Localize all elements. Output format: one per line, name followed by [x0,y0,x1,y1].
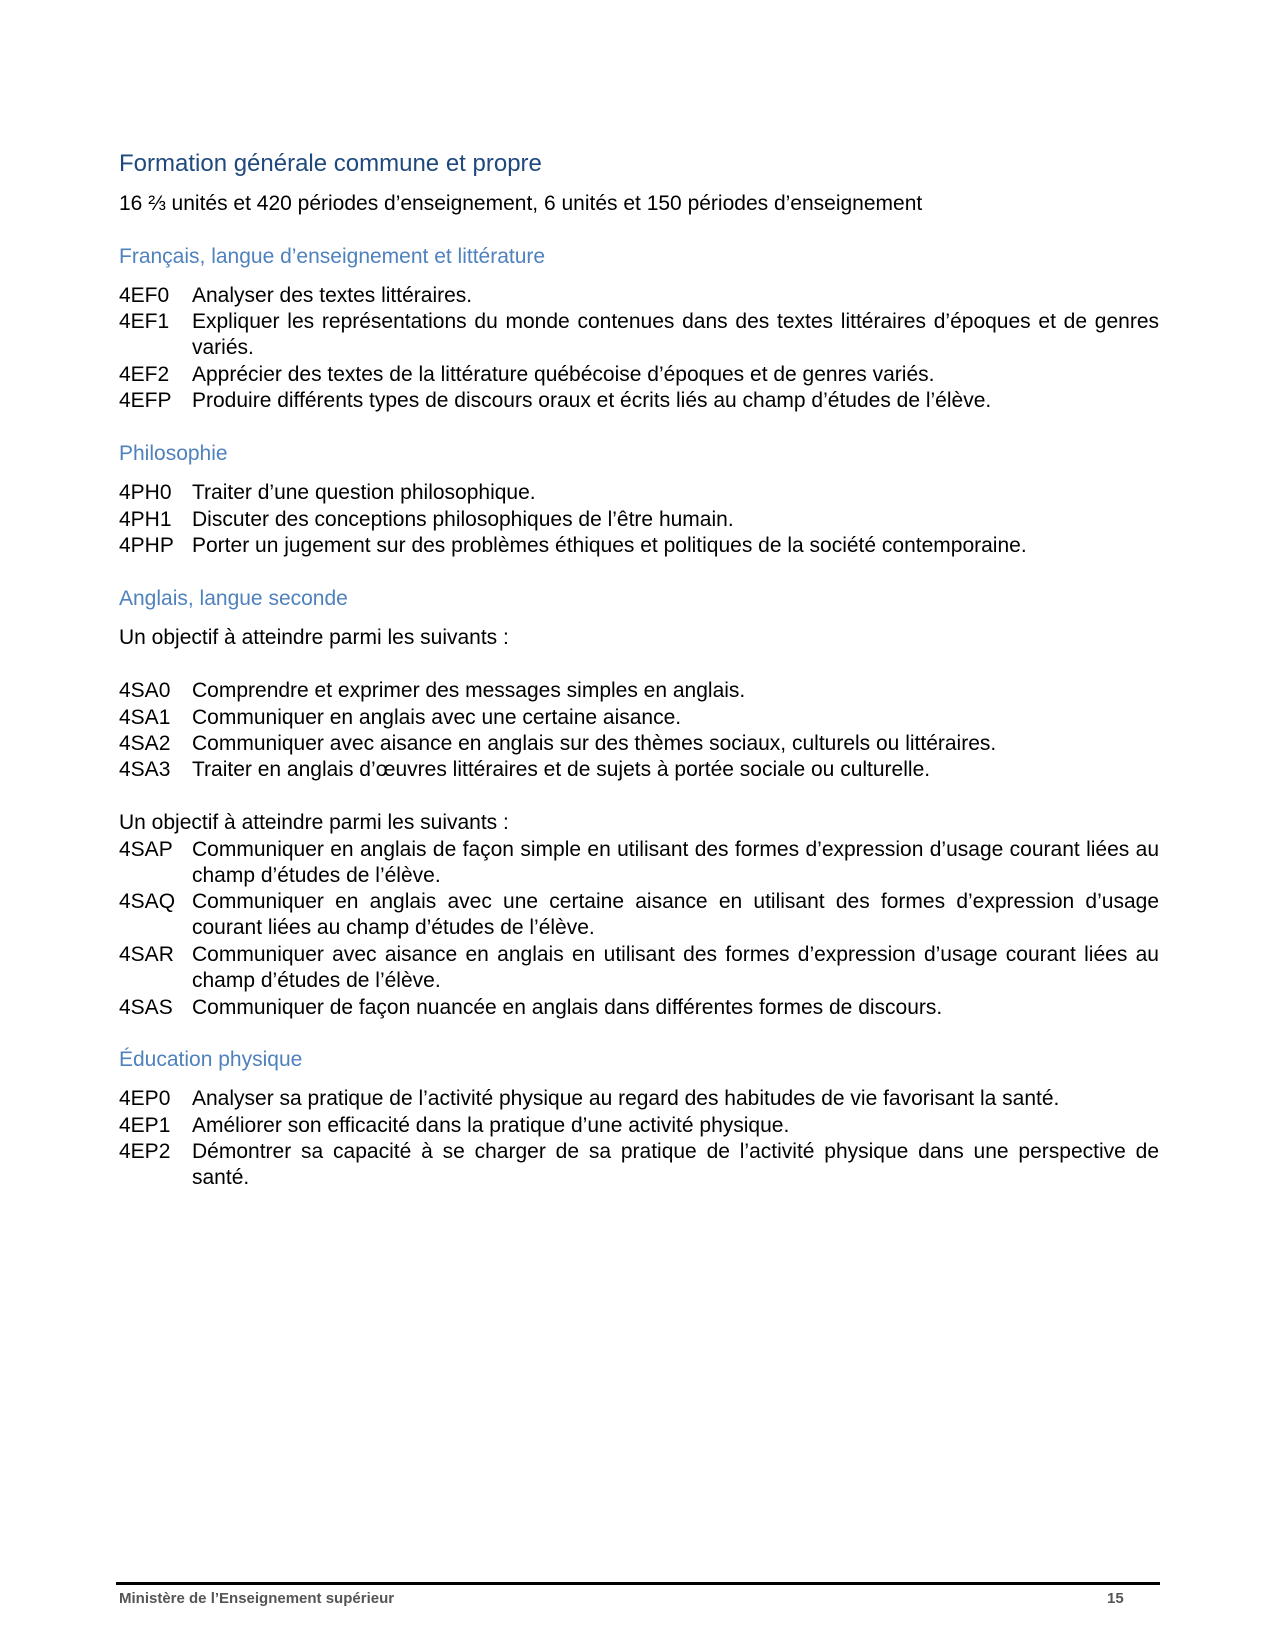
page-title: Formation générale commune et propre [119,150,542,177]
list-item [119,837,1159,890]
section-heading-francais: Français, langue d’enseignement et littérature [119,245,546,268]
item-code: 4EF0 [119,284,170,307]
item-text: Analyser des textes littéraires. [192,284,473,307]
list-item [119,889,1159,942]
item-code: 4SA3 [119,758,171,781]
list-item [119,757,1159,783]
item-text: Discuter des conceptions philosophiques de l’être humain. [192,508,734,531]
item-text: Communiquer de façon nuancée en anglais dans différentes formes de discours. [192,996,943,1019]
item-code: 4SAR [119,943,174,966]
units-summary: 16 ⅔ unités et 420 périodes d’enseignement, 6 unités et 150 périodes d’enseignement [119,192,923,215]
item-text: Analyser sa pratique de l’activité physique au regard des habitudes de vie favorisant la santé. [192,1087,1060,1110]
item-text: Communiquer en anglais de façon simple en utilisant des formes d’expression d’usage courant liées au champ d’études de l’élève. [192,838,1159,888]
list-item [119,942,1159,995]
item-text: Améliorer son efficacité dans la pratique d’une activité physique. [192,1114,790,1137]
item-text: Traiter en anglais d’œuvres littéraires et de sujets à portée sociale ou culturelle. [192,758,931,781]
list-item [119,1139,1159,1192]
list-item [119,480,1159,506]
item-code: 4SA1 [119,706,171,729]
item-text: Communiquer en anglais avec une certaine aisance. [192,706,682,729]
item-code: 4EFP [119,389,172,412]
item-text: Communiquer avec aisance en anglais en utilisant des formes d’expression d’usage courant liées au champ d’études de l’élève. [192,943,1159,993]
item-text: Comprendre et exprimer des messages simples en anglais. [192,679,746,702]
item-code: 4SA0 [119,679,171,702]
item-code: 4EP2 [119,1140,171,1163]
item-code: 4EP1 [119,1114,171,1137]
item-code: 4EF2 [119,363,170,386]
item-code: 4PH1 [119,508,172,531]
intro-text: Un objectif à atteindre parmi les suivants : [119,811,509,834]
list-item [119,533,1159,559]
list-item [119,283,1159,309]
item-text: Apprécier des textes de la littérature québécoise d’époques et de genres variés. [192,363,935,386]
item-code: 4SAS [119,996,173,1019]
item-code: 4EP0 [119,1087,171,1110]
list-item [119,362,1159,388]
item-text: Communiquer avec aisance en anglais sur des thèmes sociaux, culturels ou littéraires. [192,732,997,755]
list-item [119,309,1159,362]
list-item [119,388,1159,414]
list-item [119,678,1159,704]
item-text: Expliquer les représentations du monde contenues dans des textes littéraires d’époques et de genres variés. [192,310,1159,360]
item-text: Produire différents types de discours oraux et écrits liés au champ d’études de l’élève. [192,389,992,412]
list-item [119,995,1159,1021]
item-text: Traiter d’une question philosophique. [192,481,536,504]
intro-text: Un objectif à atteindre parmi les suivants : [119,626,509,649]
item-code: 4SAQ [119,890,176,913]
footer-ministry: Ministère de l’Enseignement supérieur [119,1590,395,1607]
item-code: 4EF1 [119,310,170,333]
list-item [119,705,1159,731]
list-item [119,507,1159,533]
section-heading-philosophie: Philosophie [119,442,228,465]
item-code: 4SA2 [119,732,171,755]
section-heading-anglais: Anglais, langue seconde [119,587,348,610]
item-text: Démontrer sa capacité à se charger de sa pratique de l’activité physique dans une perspective de santé. [192,1140,1159,1190]
item-code: 4SAP [119,838,173,861]
item-text: Porter un jugement sur des problèmes éthiques et politiques de la société contemporaine. [192,534,1027,557]
footer-rule [116,1582,1160,1585]
list-item [119,731,1159,757]
item-code: 4PHP [119,534,174,557]
item-code: 4PH0 [119,481,172,504]
section-heading-education: Éducation physique [119,1048,303,1071]
page-number: 15 [1107,1590,1124,1607]
item-text: Communiquer en anglais avec une certaine aisance en utilisant des formes d’expression d’usage courant liées au champ d’études de l’élève. [192,890,1159,940]
list-item [119,1113,1159,1139]
list-item [119,1086,1159,1112]
